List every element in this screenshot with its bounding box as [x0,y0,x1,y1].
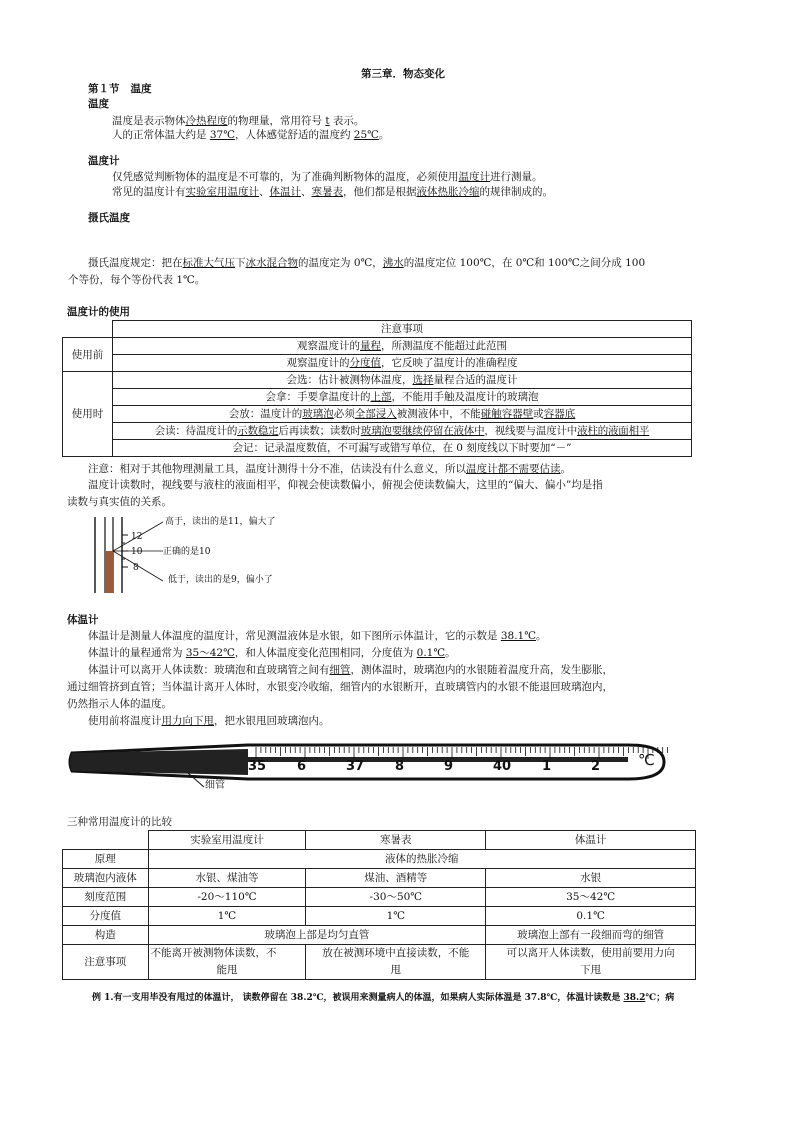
text: ，不能用手触及温度计的玻璃泡 [391,391,539,403]
celsius-line-1 [88,256,645,270]
term: 液体热胀冷缩 [416,186,480,198]
symbol: t [325,115,330,127]
scale-label: 35 [248,759,267,774]
term: 冰水混合物 [245,257,298,269]
thermometer-heading: 温度计 [88,155,120,167]
table-cell: -30～50℃ [306,888,486,907]
row-label: 原理 [63,850,149,869]
text: 、 [301,186,312,198]
table-row [113,389,692,406]
tube-label: 细管 [205,780,225,791]
label-low: 低于，读出的是9，偏小了 [168,575,273,585]
table-cell [486,945,696,980]
chapter-title: 第三章．物态变化 [361,68,445,80]
table-cell: 0.1℃ [486,907,696,926]
term: 温度计 [458,171,490,183]
text: ，把水银甩回玻璃泡内。 [214,715,330,727]
table-cell: 1℃ [306,907,486,926]
text: 的物理量，常用符号 [227,115,326,127]
term: 选择 [412,374,434,386]
term: 液柱的液面相平 [577,425,650,437]
tick-10: 10 [131,547,143,557]
text: 使用前将温度计 [88,715,162,727]
scale-label: 8 [395,759,405,774]
scale-unit: ℃ [638,751,655,769]
text: 体温计是测量人体温度的温度计，常见测温液体是水银，如下图所示体温计，它的示数是 [88,630,501,642]
label-correct: 正确的是10 [163,547,211,557]
text: ，它反映了温度计的准确程度 [381,357,518,369]
term: 碰触容器壁 [480,408,534,420]
text: 会选：估计被测物体温度， [286,374,413,386]
table-row [113,406,692,423]
table-row [113,355,692,372]
text: 观察温度计的 [286,357,350,369]
before-label: 使用前 [63,338,113,372]
text: 能甩 [216,964,238,976]
section-heading [88,82,151,96]
value: 25℃ [353,129,379,141]
text: 量程合适的温度计 [433,374,518,386]
label-high: 高于，读出的是11，偏大了 [165,517,276,527]
term: 分度值 [349,357,381,369]
term: 容器底 [543,408,576,420]
text: 例 1.有一支用毕没有甩过的体温计， 读数停留在 38.2℃，被误用来测量病人的体温，如果病人实际体温是 37.8℃，体温计读数是 [92,993,624,1003]
table-cell: 玻璃泡上部有一段细而弯的细管 [486,926,696,945]
table-cell [306,945,486,980]
celsius-heading: 摄氏温度 [88,212,130,224]
temp-line-2 [112,128,389,142]
value: 38.1℃ [500,630,536,642]
table-cell: 水银 [486,869,696,888]
thermometer-line-2 [112,185,553,199]
text: 表示。 [329,115,365,127]
clinical-line-1 [88,629,546,643]
text: ，所测温度不能超过此范围 [381,340,507,352]
text: ℃；病 [645,993,675,1003]
temp-heading: 温度 [88,98,109,110]
text: 会读：待温度计的 [154,425,238,437]
text: 甩 [390,964,402,976]
col-header: 实验室用温度计 [148,831,306,850]
text: 。 [560,463,571,475]
text: 人的正常体温大约是 [112,129,210,141]
text: 摄氏温度规定：把在 [88,257,183,269]
text: 仅凭感觉判断物体的温度是不可靠的，为了准确判断物体的温度，必须使用 [112,171,459,183]
text: 。 [535,630,547,642]
compare-title: 三种常用温度计的比较 [67,816,172,828]
text: 观察温度计的 [297,340,360,352]
text: 。 [378,129,390,141]
row-label: 刻度范围 [63,888,149,907]
term: 用力向下甩 [161,715,214,727]
table-row: 会记：记录温度数值，不可漏写或错写单位，在 0 刻度线以下时要加“－” [113,440,692,457]
table-cell [148,945,306,980]
row-label: 玻璃泡内液体 [63,869,149,888]
text: 、 [259,186,270,198]
text: 的温度定位 100℃，在 0℃和 100℃之间分成 100 [403,257,646,269]
celsius-line-2: 个等份，每个等份代表 1℃。 [68,274,206,286]
text: 注意：相对于其他物理测量工具，温度计测得十分不准，估读没有什么意义，所以 [88,463,466,475]
usage-note-1 [88,462,571,476]
text: 体温计可以离开人体读数：玻璃泡和直玻璃管之间有 [88,664,330,676]
scale-label: 6 [297,759,307,774]
temp-line-1 [112,114,364,128]
term: 细管 [329,664,351,676]
row-label: 构造 [63,926,149,945]
table-cell: 1℃ [148,907,306,926]
text: ，视线要与温度计中 [484,425,578,437]
col-header: 寒暑表 [306,831,486,850]
term: 体温计 [269,186,301,198]
table-cell: 35～42℃ [486,888,696,907]
term: 冷热程度 [185,115,228,127]
term: 温度计都不需要估读 [466,463,561,475]
text: ，和人体温度变化范围相同，分度值为 [234,647,417,659]
term: 玻璃泡要继续停留在液体中 [360,425,485,437]
scale-label: 2 [591,759,601,774]
text: 后再读数；读数时 [278,425,361,437]
clinical-line-2 [88,646,456,660]
table-cell: 水银、煤油等 [148,869,306,888]
clinical-heading: 体温计 [67,614,99,626]
text: 常见的温度计有 [112,186,186,198]
text: 体温计的量程通常为 [88,647,186,659]
usage-header: 注意事项 [113,321,692,338]
text: 。 [445,647,456,659]
value: 38.2 [623,993,646,1003]
usage-note-3: 读数与真实值的关系。 [67,496,172,508]
clinical-line-6 [88,714,330,728]
table-row [113,372,692,389]
value: 0.1℃ [416,647,446,659]
value: 35～42℃ [185,647,235,659]
during-label: 使用时 [63,372,113,457]
text: 会放：温度计的 [228,408,303,420]
section-title: 温度 [130,83,152,95]
usage-heading: 温度计的使用 [67,306,130,318]
text: ，人体感觉舒适的温度约 [234,129,354,141]
term: 玻璃泡 [302,408,334,420]
clinical-line-3 [88,663,613,677]
table-row [113,423,692,440]
table-cell: 煤油、酒精等 [306,869,486,888]
table-row [113,338,692,355]
compare-table [62,830,696,980]
row-label: 注意事项 [63,945,149,980]
term: 标准大气压 [182,257,235,269]
text: 不能离开被测物体读数，不 [150,947,277,959]
term: 寒暑表 [311,186,343,198]
term: 量程 [360,340,381,352]
scale-label: 40 [493,759,512,774]
row-label: 分度值 [63,907,149,926]
clinical-scale-labels [68,735,668,795]
text: 下 [235,257,246,269]
text: 的温度定为 0℃， [298,257,383,269]
value: 37℃ [209,129,235,141]
text: ，他们都是根据 [343,186,417,198]
tick-8: 8 [133,563,139,573]
term: 上部 [370,391,392,403]
text: 的规律制成的。 [479,186,553,198]
table-cell: 玻璃泡上部是均匀直管 [148,926,486,945]
term: 实验室用温度计 [185,186,259,198]
text: 被测液体中，不能 [396,408,481,420]
text: 会拿：手要拿温度计的 [265,391,371,403]
table-cell: -20～110℃ [148,888,306,907]
col-header: 体温计 [486,831,696,850]
clinical-line-5: 仍然指示人体的温度。 [67,698,172,710]
usage-note-2: 温度计读数时，视线要与液柱的液面相平，仰视会使读数偏小，俯视会使读数偏大，这里的“偏大、偏小”均是指 [88,479,603,491]
tick-12: 12 [131,532,143,542]
text: ，测体温时，玻璃泡内的水银随着温度升高，发生膨胀， [350,664,613,676]
scale-label: 1 [542,759,552,774]
text: 或 [533,408,544,420]
usage-table [62,320,692,457]
text: 放在被测环境中直接读数，不能 [322,947,470,959]
table-cell: 液体的热胀冷缩 [148,850,695,869]
text: 可以离开人体读数，使用前要用力向 [506,947,675,959]
text: 必须 [333,408,355,420]
example-1 [92,991,674,1005]
thermometer-line-1 [112,170,543,184]
scale-label: 9 [444,759,454,774]
section-number: 第１节 [88,83,120,95]
term: 全部浸入 [354,408,397,420]
term: 示数稳定 [237,425,279,437]
term: 沸水 [382,257,404,269]
text: 下甩 [580,964,602,976]
text: 进行测量。 [490,171,543,183]
clinical-line-4: 通过细管挤到直管；当体温计离开人体时，水银变冷收缩，细管内的水银断开，直玻璃管内的水银不能退回玻璃泡内， [67,681,613,693]
text: 温度是表示物体 [112,115,186,127]
scale-label: 37 [346,759,365,774]
